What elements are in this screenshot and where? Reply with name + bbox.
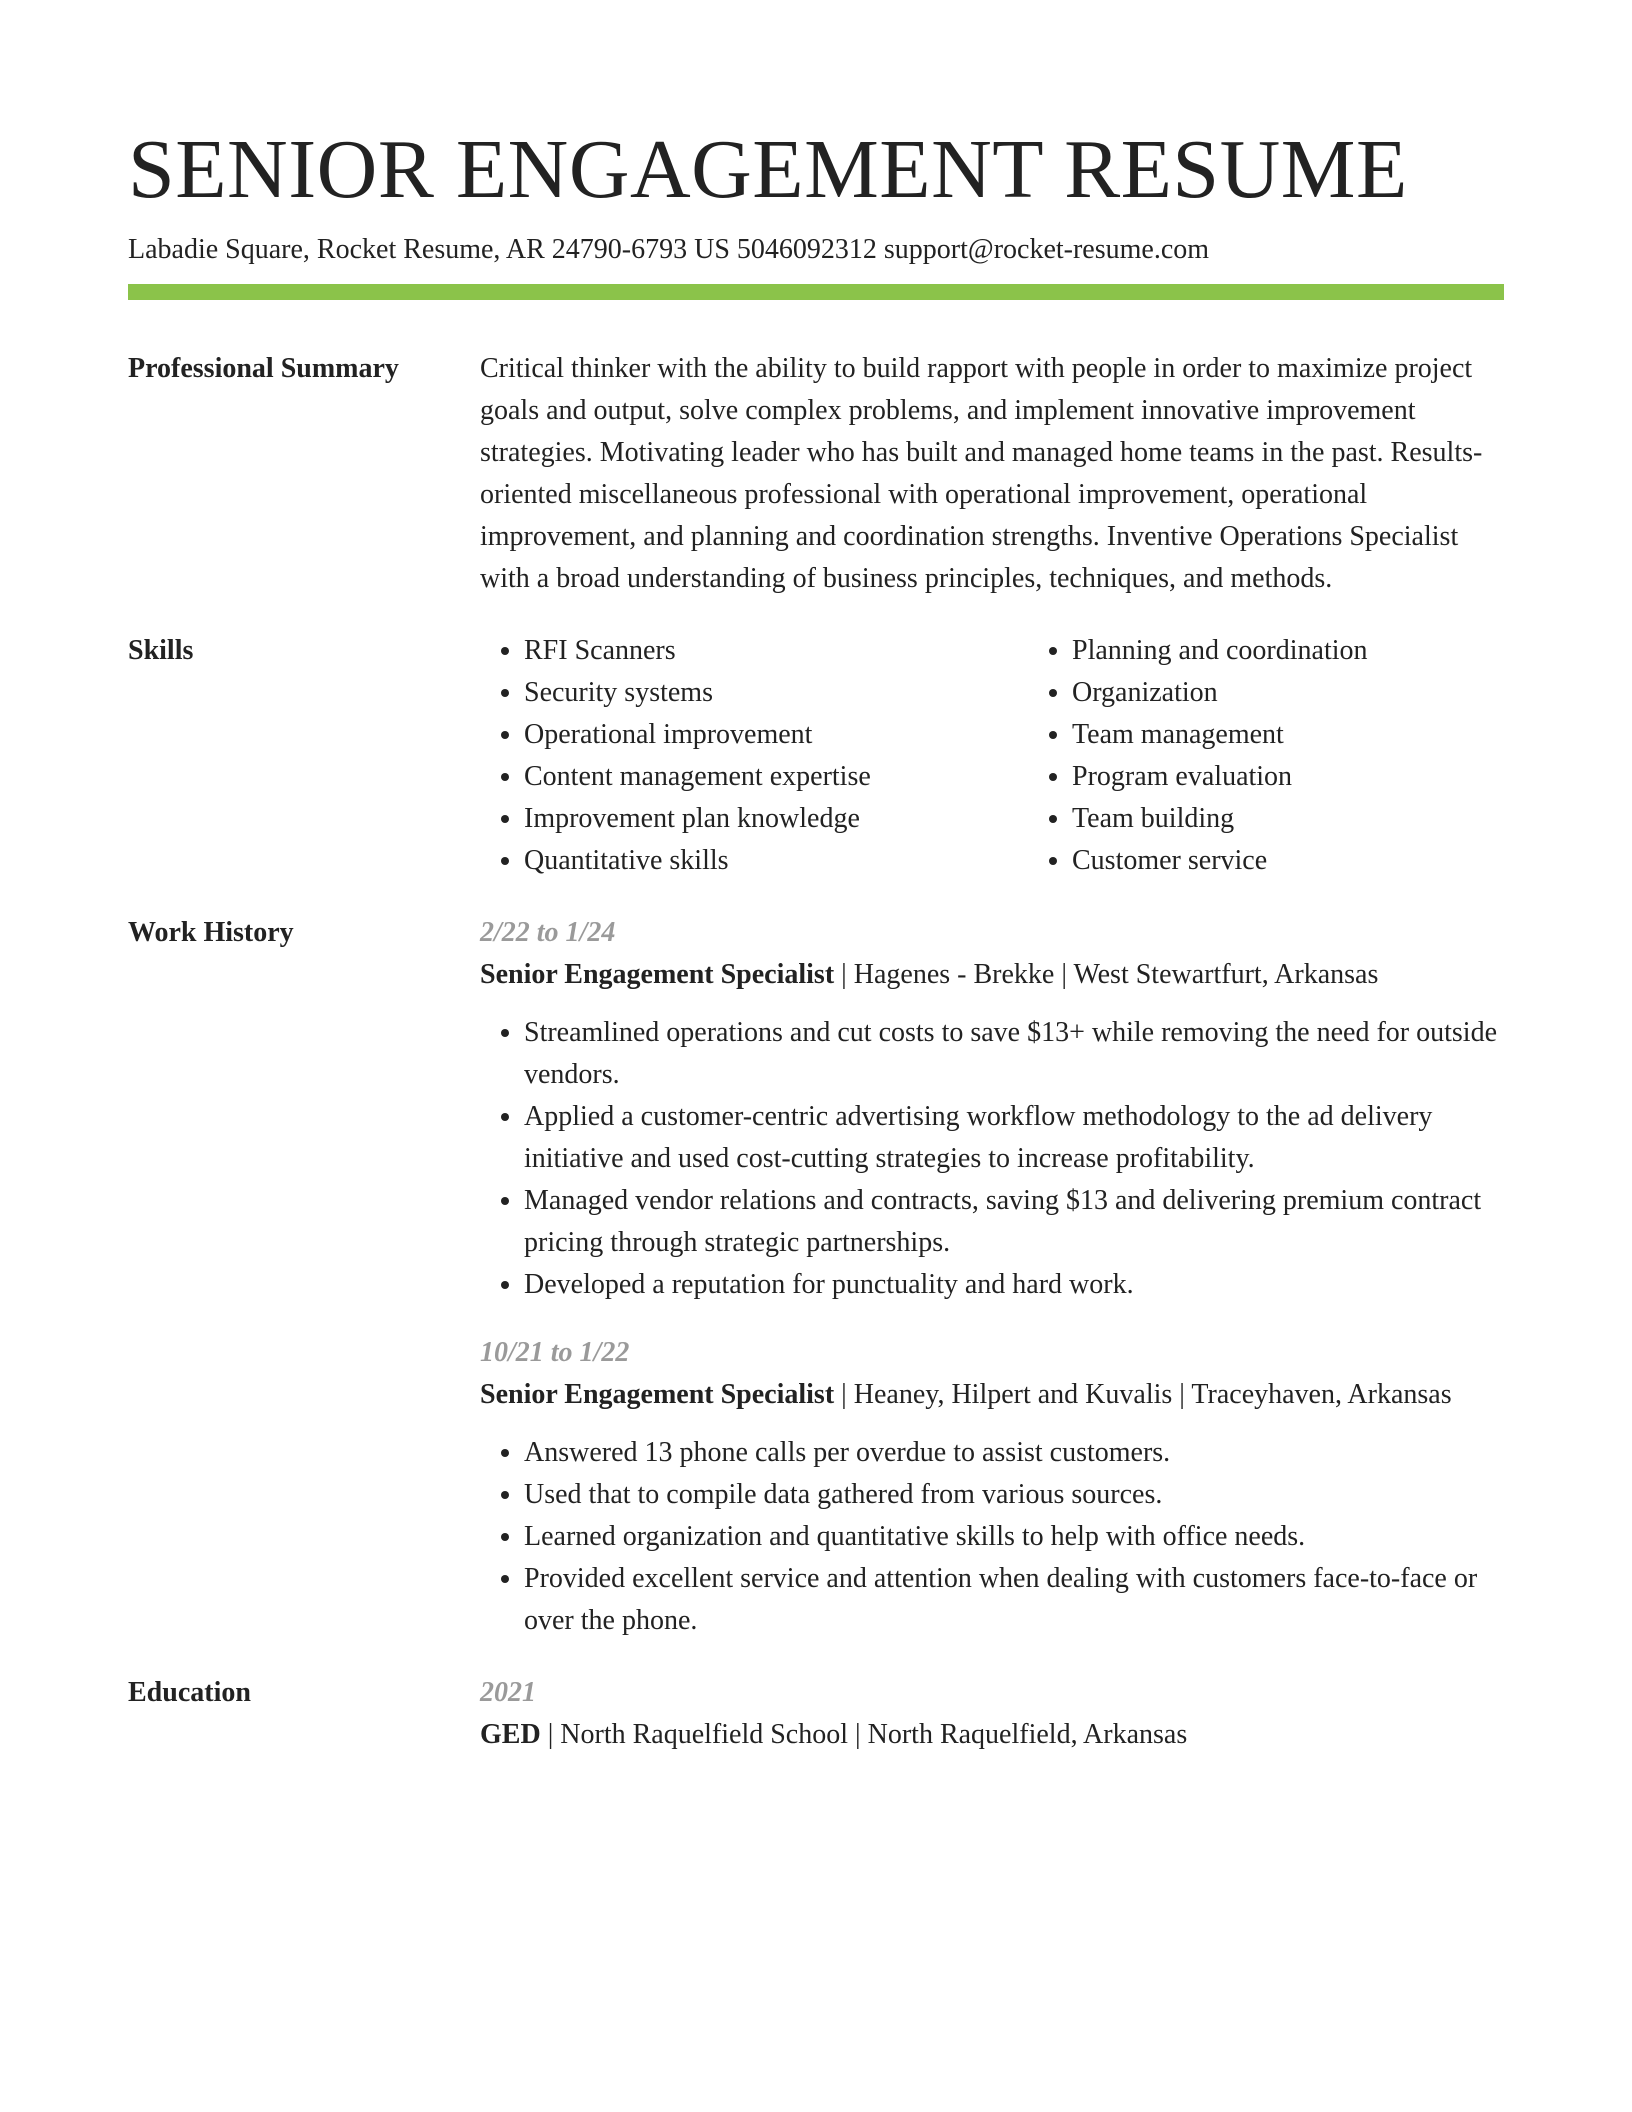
education-details: | North Raquelfield School | North Raquelfield, Arkansas xyxy=(540,1719,1188,1750)
job-dates: 10/21 to 1/22 xyxy=(480,1337,630,1368)
skill-item: • Organization xyxy=(1072,672,1576,714)
job-details: | Heaney, Hilpert and Kuvalis | Traceyhaven, Arkansas xyxy=(834,1379,1452,1410)
job-bullets xyxy=(480,1432,1504,1642)
skill-item: • Customer service xyxy=(1072,840,1576,882)
job-bullet: • Answered 13 phone calls per overdue to assist customers. xyxy=(524,1432,1504,1474)
job-role: Senior Engagement Specialist xyxy=(480,959,835,990)
skills-column-right xyxy=(1028,630,1576,882)
skill-item: • Security systems xyxy=(524,672,1028,714)
skill-item: • Improvement plan knowledge xyxy=(524,798,1028,840)
skill-item: • Quantitative skills xyxy=(524,840,1028,882)
job-bullet: • Used that to compile data gathered from various sources. xyxy=(524,1474,1504,1516)
education-year: 2021 xyxy=(480,1677,536,1708)
job-bullet: • Developed a reputation for punctuality and hard work. xyxy=(524,1264,1504,1306)
summary-body xyxy=(480,348,1504,600)
skills-grid xyxy=(480,630,1576,882)
resume-title: SENIOR ENGAGEMENT RESUME xyxy=(128,123,1408,216)
work-history-section xyxy=(128,912,1504,1642)
education-body xyxy=(480,1672,1504,1756)
skill-item: • Program evaluation xyxy=(1072,756,1576,798)
job-dates: 2/22 to 1/24 xyxy=(480,917,616,948)
job-role: Senior Engagement Specialist xyxy=(480,1379,835,1410)
accent-divider xyxy=(128,284,1504,300)
summary-heading: Professional Summary xyxy=(128,353,399,384)
job-bullets xyxy=(480,1012,1504,1306)
summary-text: Critical thinker with the ability to build rapport with people in order to maximize project goals and output, solve complex problems, and implement innovative improvement strategies. Motivating leader who has built and managed home teams in the past. Results-oriented miscellaneous professional with operational improvement, operational improvement, and planning and coordination strengths. Inventive Operations Specialist with a broad understanding of business principles, techniques, and methods. xyxy=(480,353,1483,594)
skills-heading: Skills xyxy=(128,635,194,666)
summary-section xyxy=(128,348,1504,600)
skill-item: • RFI Scanners xyxy=(524,630,1028,672)
skill-item: • Team building xyxy=(1072,798,1576,840)
skills-column-left xyxy=(480,630,1028,882)
resume-page xyxy=(128,118,1504,1756)
education-line xyxy=(480,1714,1504,1756)
job-entry xyxy=(480,912,1504,1306)
contact-line: Labadie Square, Rocket Resume, AR 24790-6793 US 5046092312 support@rocket-resume.com xyxy=(128,234,1210,265)
skill-item: • Operational improvement xyxy=(524,714,1028,756)
job-bullet: • Applied a customer-centric advertising workflow methodology to the ad delivery initiative and used cost-cutting strategies to increase profitability. xyxy=(524,1096,1504,1180)
skill-item: • Content management expertise xyxy=(524,756,1028,798)
work-history-heading: Work History xyxy=(128,917,294,948)
job-bullet: • Provided excellent service and attention when dealing with customers face-to-face or over the phone. xyxy=(524,1558,1504,1642)
job-bullet: • Managed vendor relations and contracts, saving $13 and delivering premium contract pricing through strategic partnerships. xyxy=(524,1180,1504,1264)
education-degree: GED xyxy=(480,1719,541,1750)
skill-item: • Planning and coordination xyxy=(1072,630,1576,672)
job-role-line xyxy=(480,1374,1504,1416)
job-entry xyxy=(480,1332,1504,1642)
skill-item: • Team management xyxy=(1072,714,1576,756)
job-bullet: • Streamlined operations and cut costs to save $13+ while removing the need for outside vendors. xyxy=(524,1012,1504,1096)
job-bullet: • Learned organization and quantitative skills to help with office needs. xyxy=(524,1516,1504,1558)
work-history-body xyxy=(480,912,1504,1642)
education-section xyxy=(128,1672,1504,1756)
job-details: | Hagenes - Brekke | West Stewartfurt, Arkansas xyxy=(834,959,1379,990)
skills-body xyxy=(480,630,1576,882)
job-role-line xyxy=(480,954,1504,996)
skills-section xyxy=(128,630,1504,882)
education-heading: Education xyxy=(128,1677,251,1708)
